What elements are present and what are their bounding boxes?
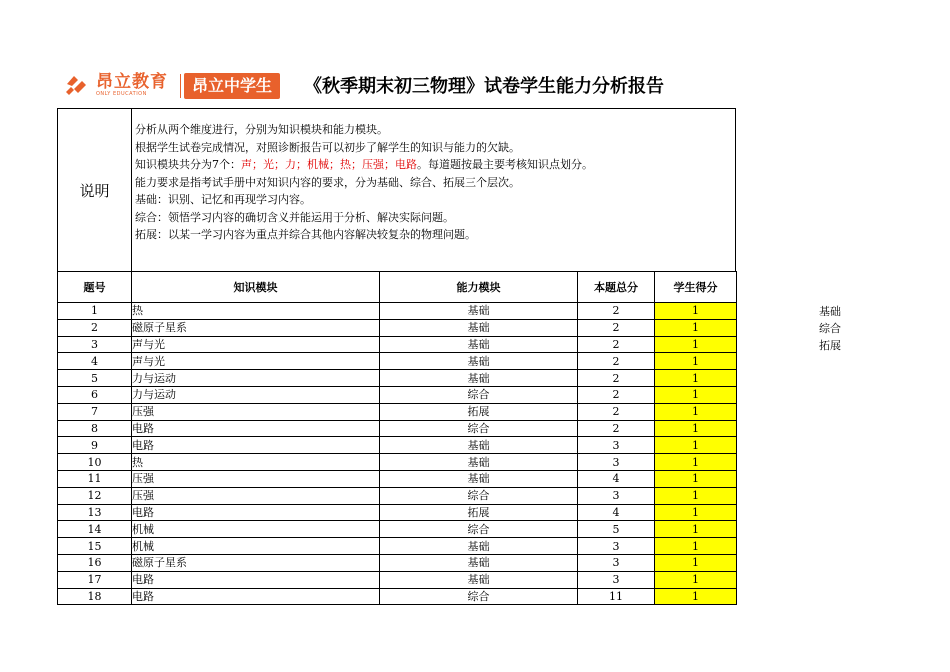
total-score-cell: 3 [578,454,655,471]
knowledge-module-cell: 力与运动 [132,386,380,403]
total-score-cell: 2 [578,420,655,437]
description-line: 根据学生试卷完成情况，对照诊断报告可以初步了解学生的知识与能力的欠缺。 [135,140,520,154]
ability-module-cell: 基础 [380,454,578,471]
total-score-cell: 2 [578,353,655,370]
legend-item: 基础 [819,305,841,318]
knowledge-module-list: 声；光；力；机械；热；压强；电路 [241,158,417,171]
knowledge-module-cell: 声与光 [132,336,380,353]
student-score-cell: 1 [655,588,737,605]
student-score-cell: 1 [655,437,737,454]
student-score-cell: 1 [655,454,737,471]
student-score-cell: 1 [655,487,737,504]
description-line-prefix: 知识模块共分为7个： [135,158,241,171]
ability-module-cell: 基础 [380,370,578,387]
question-number-cell: 8 [58,420,132,437]
knowledge-module-cell: 压强 [132,470,380,487]
description-line: 基础：识别、记忆和再现学习内容。 [135,193,311,206]
description-line: 能力要求是指考试手册中对知识内容的要求，分为基础、综合、拓展三个层次。 [135,175,520,189]
ability-module-cell: 基础 [380,538,578,555]
table-row [58,353,737,370]
table-header-row [58,272,737,303]
student-score-cell: 1 [655,420,737,437]
table-row [58,538,737,555]
question-number-cell: 2 [58,319,132,336]
table-row [58,588,737,605]
knowledge-module-cell: 磁原子星系 [132,554,380,571]
description-line: 拓展：以某一学习内容为重点并综合其他内容解决较复杂的物理问题。 [135,228,476,241]
knowledge-module-cell: 电路 [132,571,380,588]
table-row [58,336,737,353]
ability-module-cell: 综合 [380,521,578,538]
header-ability-module: 能力模块 [380,272,578,303]
knowledge-module-cell: 机械 [132,521,380,538]
table-row [58,386,737,403]
total-score-cell: 3 [578,571,655,588]
question-number-cell: 15 [58,538,132,555]
ability-module-cell: 综合 [380,420,578,437]
score-table [57,271,737,605]
knowledge-module-cell: 电路 [132,420,380,437]
student-score-cell: 1 [655,521,737,538]
question-number-cell: 3 [58,336,132,353]
total-score-cell: 2 [578,319,655,336]
student-score-cell: 1 [655,303,737,320]
student-score-cell: 1 [655,554,737,571]
knowledge-module-cell: 压强 [132,487,380,504]
total-score-cell: 2 [578,370,655,387]
knowledge-module-cell: 热 [132,454,380,471]
question-number-cell: 10 [58,454,132,471]
question-number-cell: 5 [58,370,132,387]
student-score-cell: 1 [655,370,737,387]
total-score-cell: 11 [578,588,655,605]
total-score-cell: 2 [578,303,655,320]
question-number-cell: 6 [58,386,132,403]
student-score-cell: 1 [655,571,737,588]
question-number-cell: 7 [58,403,132,420]
ability-module-cell: 拓展 [380,403,578,420]
question-number-cell: 11 [58,470,132,487]
table-row [58,319,737,336]
description-line: 综合：领悟学习内容的确切含义并能运用于分析、解决实际问题。 [135,210,454,224]
question-number-cell: 13 [58,504,132,521]
description-label: 说明 [58,109,132,271]
total-score-cell: 4 [578,470,655,487]
table-row [58,554,737,571]
total-score-cell: 2 [578,386,655,403]
ability-legend [819,303,841,354]
student-score-cell: 1 [655,470,737,487]
knowledge-module-cell: 磁原子星系 [132,319,380,336]
knowledge-module-cell: 机械 [132,538,380,555]
total-score-cell: 3 [578,538,655,555]
brand-name-en: ONLY EDUCATION [96,90,147,97]
brand-name: 昂立教育 [96,71,168,92]
question-number-cell: 17 [58,571,132,588]
question-number-cell: 12 [58,487,132,504]
logo-divider [180,74,181,98]
header-question-number: 题号 [58,272,132,303]
student-score-cell: 1 [655,353,737,370]
ability-module-cell: 基础 [380,554,578,571]
ability-module-cell: 拓展 [380,504,578,521]
student-score-cell: 1 [655,504,737,521]
total-score-cell: 2 [578,403,655,420]
table-row [58,370,737,387]
ability-module-cell: 综合 [380,487,578,504]
table-row [58,504,737,521]
ability-module-cell: 基础 [380,319,578,336]
total-score-cell: 5 [578,521,655,538]
ability-module-cell: 综合 [380,588,578,605]
ability-module-cell: 基础 [380,571,578,588]
header-student-score: 学生得分 [655,272,737,303]
student-score-cell: 1 [655,403,737,420]
table-row [58,437,737,454]
knowledge-module-cell: 力与运动 [132,370,380,387]
knowledge-module-cell: 压强 [132,403,380,420]
question-number-cell: 16 [58,554,132,571]
ability-module-cell: 基础 [380,437,578,454]
question-number-cell: 18 [58,588,132,605]
brand-logo [64,70,168,100]
ability-module-cell: 基础 [380,303,578,320]
table-row [58,521,737,538]
student-score-cell: 1 [655,538,737,555]
total-score-cell: 3 [578,487,655,504]
total-score-cell: 3 [578,437,655,454]
header-knowledge-module: 知识模块 [132,272,380,303]
student-score-cell: 1 [655,319,737,336]
table-row [58,303,737,320]
description-panel [57,108,736,272]
table-row [58,470,737,487]
description-text [135,121,593,244]
question-number-cell: 9 [58,437,132,454]
student-score-cell: 1 [655,336,737,353]
legend-item: 拓展 [819,339,841,352]
description-line: 分析从两个维度进行，分别为知识模块和能力模块。 [135,123,388,136]
ability-module-cell: 基础 [380,353,578,370]
description-line [135,156,593,174]
legend-item: 综合 [819,322,841,335]
table-row [58,454,737,471]
ability-module-cell: 基础 [380,336,578,353]
description-line-suffix: 。每道题按最主要考核知识点划分。 [417,158,593,171]
knowledge-module-cell: 电路 [132,588,380,605]
knowledge-module-cell: 热 [132,303,380,320]
ability-module-cell: 综合 [380,386,578,403]
table-row [58,571,737,588]
ability-module-cell: 基础 [380,470,578,487]
question-number-cell: 14 [58,521,132,538]
student-score-cell: 1 [655,386,737,403]
header-total-score: 本题总分 [578,272,655,303]
table-row [58,420,737,437]
total-score-cell: 3 [578,554,655,571]
knowledge-module-cell: 电路 [132,437,380,454]
page-title: 《秋季期末初三物理》试卷学生能力分析报告 [304,76,664,97]
knowledge-module-cell: 电路 [132,504,380,521]
sub-brand-badge: 昂立中学生 [184,73,280,99]
knowledge-module-cell: 声与光 [132,353,380,370]
table-row [58,403,737,420]
table-row [58,487,737,504]
question-number-cell: 4 [58,353,132,370]
total-score-cell: 2 [578,336,655,353]
brand-mark-icon [64,72,90,98]
question-number-cell: 1 [58,303,132,320]
total-score-cell: 4 [578,504,655,521]
